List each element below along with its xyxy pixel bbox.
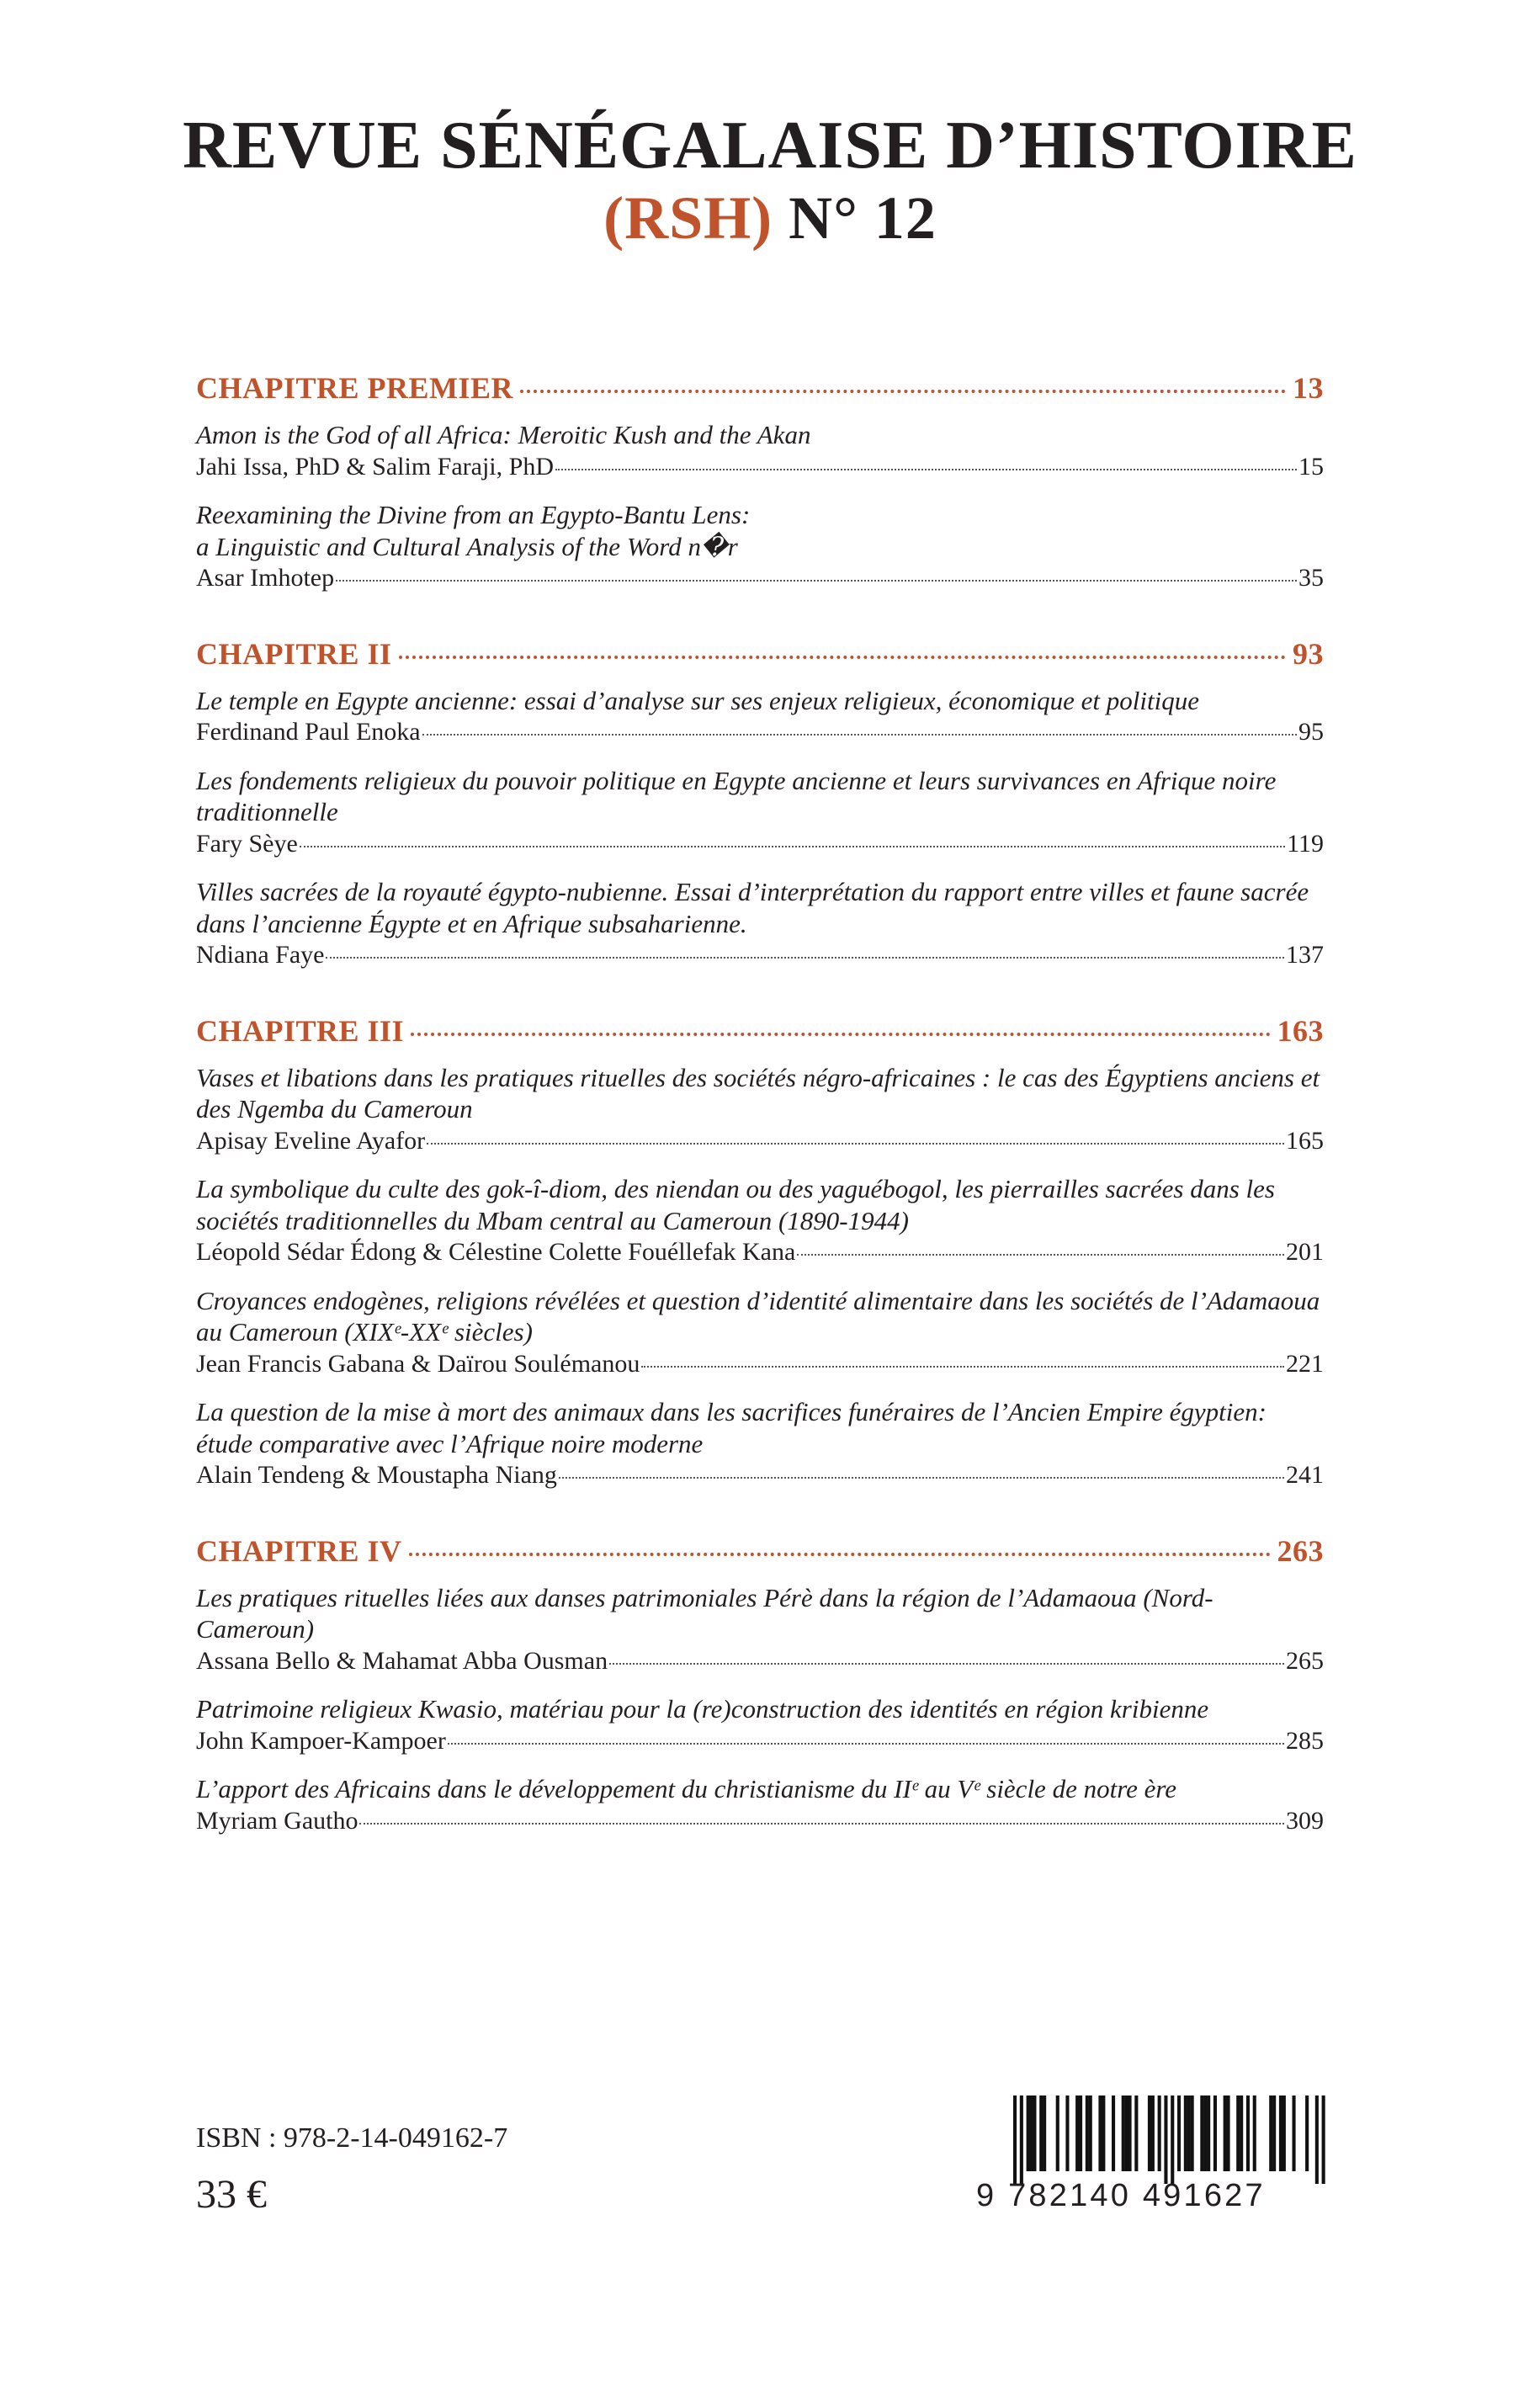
article-page: 165: [1286, 1126, 1324, 1155]
chapter-heading: [196, 1010, 1324, 1052]
barcode-bar: [1191, 2096, 1194, 2171]
author-row: [196, 1348, 1324, 1380]
price: 33 €: [196, 2172, 267, 2217]
barcode-bar: [1227, 2096, 1230, 2171]
article-title: Reexamining the Divine from an Egypto-Bantu Lens: a Linguistic and Cultural Analysis of the Word n�r: [196, 500, 751, 561]
article-author: Ferdinand Paul Enoka: [196, 718, 421, 746]
barcode-bar: [1151, 2096, 1155, 2171]
chapter-label: CHAPITRE III: [196, 1013, 405, 1048]
article-title: L’apport des Africains dans le développement du christianisme du IIᵉ au Vᵉ siècle de notre ère: [196, 1774, 1177, 1803]
toc-entry: [196, 765, 1324, 860]
barcode-bar: [1272, 2096, 1276, 2171]
barcode-bar: [1207, 2096, 1210, 2171]
toc-entry: [196, 499, 1324, 594]
article-page: 221: [1286, 1349, 1324, 1378]
author-row: [196, 1236, 1324, 1268]
barcode-bar: [1164, 2096, 1167, 2184]
barcode-bar: [1030, 2096, 1033, 2171]
article-page: 119: [1287, 829, 1324, 858]
barcode-bar: [1293, 2096, 1296, 2171]
dot-leader: [559, 1477, 1284, 1479]
toc-entry: [196, 1285, 1324, 1380]
chapter-page: 13: [1293, 371, 1324, 405]
author-row: [196, 451, 1324, 483]
barcode-bar: [1134, 2096, 1138, 2171]
chapter-label: CHAPITRE PREMIER: [196, 371, 514, 405]
article-author: Ndiana Faye: [196, 941, 325, 969]
article-page: 201: [1286, 1238, 1324, 1266]
barcode-bar: [1128, 2096, 1132, 2171]
chapter-label: CHAPITRE IV: [196, 1533, 402, 1568]
author-row: [196, 828, 1324, 860]
issue-number: [0, 180, 1540, 256]
dot-leader: [609, 1663, 1284, 1665]
article-author: Jean Francis Gabana & Daïrou Soulémanou: [196, 1349, 640, 1378]
article-page: 309: [1286, 1806, 1324, 1835]
barcode-bar: [1086, 2096, 1089, 2171]
author-row: [196, 1725, 1324, 1757]
article-title: La symbolique du culte des gok-î-diom, des niendan ou des yaguébogol, les pierrailles sacrées dans les sociétés traditionnelles du Mbam central au Cameroun (1890-1944): [196, 1174, 1275, 1235]
article-title: La question de la mise à mort des animaux dans les sacrifices funéraires de l’Ancien Empire égyptien: étude comparative avec l’Afrique noire moderne: [196, 1397, 1267, 1458]
barcode-bar: [1125, 2096, 1128, 2171]
toc-entry: [196, 685, 1324, 748]
barcode-bar: [1279, 2096, 1282, 2171]
barcode-bar: [1236, 2096, 1240, 2171]
dot-leader: [326, 957, 1284, 959]
barcode-bar: [1200, 2096, 1203, 2171]
barcode-bar: [1079, 2096, 1082, 2171]
barcode-digits: 9 782140 491627: [976, 2178, 1266, 2213]
barcode-bar: [1187, 2096, 1191, 2171]
journal-title: REVUE SÉNÉGALAISE D’HISTOIRE: [183, 109, 1357, 183]
toc-entry: [196, 1773, 1324, 1836]
article-title: Les pratiques rituelles liées aux danses patrimoniales Pérè dans la région de l’Adamaoua (Nord-Cameroun): [196, 1582, 1213, 1644]
article-page: 241: [1286, 1461, 1324, 1489]
article-page: 285: [1286, 1726, 1324, 1755]
article-page: 95: [1298, 718, 1324, 746]
barcode-bar: [1102, 2096, 1105, 2171]
barcode-bar: [1027, 2096, 1030, 2171]
barcode-bar: [1213, 2096, 1217, 2171]
dot-leader: [448, 1743, 1284, 1745]
barcode-bar: [1075, 2096, 1079, 2171]
dot-leader: [427, 1143, 1284, 1145]
article-title: Vases et libations dans les pratiques rituelles des sociétés négro-africaines : le cas des Égyptiens anciens et des Ngemba du Cameroun: [196, 1062, 1320, 1123]
article-author: John Kampoer-Kampoer: [196, 1726, 446, 1755]
article-title: Croyances endogènes, religions révélées et question d’identité alimentaire dans les sociétés de l’Adamaoua au Cameroun (XIXᵉ-XXᵉ siècles): [196, 1285, 1320, 1347]
barcode-bar: [1246, 2096, 1250, 2171]
toc-entry: [196, 1693, 1324, 1756]
article-author: Assana Bello & Mahamat Abba Ousman: [196, 1646, 608, 1675]
toc-entry: [196, 419, 1324, 482]
toc-entry: [196, 1396, 1324, 1491]
article-title: Le temple en Egypte ancienne: essai d’analyse sur ses enjeux religieux, économique et politique: [196, 685, 1199, 715]
barcode-bar: [1056, 2096, 1059, 2171]
article-title: Patrimoine religieux Kwasio, matériau pour la (re)construction des identités en région kribienne: [196, 1694, 1209, 1724]
barcode-bar: [1033, 2096, 1036, 2171]
author-row: [196, 1459, 1324, 1491]
article-author: Léopold Sédar Édong & Célestine Colette Fouéllefak Kana: [196, 1238, 796, 1266]
author-row: [196, 562, 1324, 594]
chapter-page: 163: [1277, 1013, 1324, 1048]
barcode-bar: [1177, 2096, 1181, 2171]
article-author: Myriam Gautho: [196, 1806, 358, 1835]
dot-leader: [520, 390, 1286, 393]
toc-entry: [196, 1582, 1324, 1677]
barcode-bar: [1020, 2096, 1023, 2184]
barcode: [1006, 2096, 1326, 2184]
chapter-heading: [196, 367, 1324, 409]
dot-leader: [797, 1254, 1284, 1256]
author-row: [196, 1125, 1324, 1157]
barcode-bar: [1148, 2096, 1151, 2171]
toc-entry: [196, 1062, 1324, 1157]
barcode-bar: [1282, 2096, 1286, 2171]
table-of-contents: [196, 367, 1324, 1836]
article-title: Villes sacrées de la royauté égypto-nubienne. Essai d’interprétation du rapport entre villes et faune sacrée dans l’ancienne Égypte et en Afrique subsaharienne.: [196, 877, 1309, 938]
barcode-bar: [1269, 2096, 1272, 2171]
dot-leader: [411, 1033, 1270, 1036]
dot-leader: [399, 656, 1286, 659]
barcode-bar: [1171, 2096, 1174, 2184]
barcode-bar: [1043, 2096, 1046, 2171]
barcode-bar: [1253, 2096, 1256, 2171]
article-page: 35: [1298, 564, 1324, 592]
article-author: Alain Tendeng & Moustapha Niang: [196, 1461, 557, 1489]
barcode-bar: [1322, 2096, 1325, 2184]
dot-leader: [409, 1553, 1271, 1556]
barcode-bar: [1240, 2096, 1243, 2171]
dot-leader: [336, 580, 1297, 582]
barcode-bar: [1098, 2096, 1102, 2171]
author-row: [196, 939, 1324, 971]
chapter-page: 93: [1293, 636, 1324, 671]
dot-leader: [359, 1823, 1284, 1825]
chapter-page: 263: [1277, 1533, 1324, 1568]
article-author: Fary Sèye: [196, 829, 298, 858]
barcode-bar: [1224, 2096, 1227, 2171]
article-title: Amon is the God of all Africa: Meroitic Kush and the Akan: [196, 420, 811, 449]
barcode-bar: [1315, 2096, 1319, 2184]
dot-leader: [422, 734, 1297, 736]
article-author: Apisay Eveline Ayafor: [196, 1126, 426, 1155]
barcode-bar: [1305, 2096, 1309, 2171]
barcode-bar: [1065, 2096, 1069, 2171]
barcode-bar: [1013, 2096, 1017, 2184]
barcode-bar: [1089, 2096, 1092, 2171]
barcode-bar: [1158, 2096, 1161, 2171]
dot-leader: [300, 846, 1285, 847]
toc-entry: [196, 1173, 1324, 1268]
isbn: ISBN : 978-2-14-049162-7: [196, 2122, 508, 2154]
issue-label: N° 12: [773, 184, 937, 252]
barcode-bar: [1039, 2096, 1043, 2171]
author-row: [196, 1645, 1324, 1677]
chapter-heading: [196, 1530, 1324, 1572]
barcode-bar: [1122, 2096, 1125, 2171]
toc-entry: [196, 876, 1324, 971]
author-row: [196, 716, 1324, 748]
dot-leader: [641, 1366, 1284, 1368]
chapter-heading: [196, 633, 1324, 675]
article-page: 137: [1286, 941, 1324, 969]
barcode-bar: [1203, 2096, 1207, 2171]
chapter-label: CHAPITRE II: [196, 636, 392, 671]
dot-leader: [555, 469, 1297, 470]
article-page: 265: [1286, 1646, 1324, 1675]
article-author: Asar Imhotep: [196, 564, 335, 592]
barcode-bar: [1184, 2096, 1187, 2171]
barcode-bar: [1112, 2096, 1115, 2171]
author-row: [196, 1805, 1324, 1837]
journal-acronym: (RSH): [603, 184, 773, 252]
article-page: 15: [1298, 452, 1324, 481]
article-title: Les fondements religieux du pouvoir politique en Egypte ancienne et leurs survivances en Afrique noire traditionnelle: [196, 765, 1277, 826]
article-author: Jahi Issa, PhD & Salim Faraji, PhD: [196, 452, 554, 481]
